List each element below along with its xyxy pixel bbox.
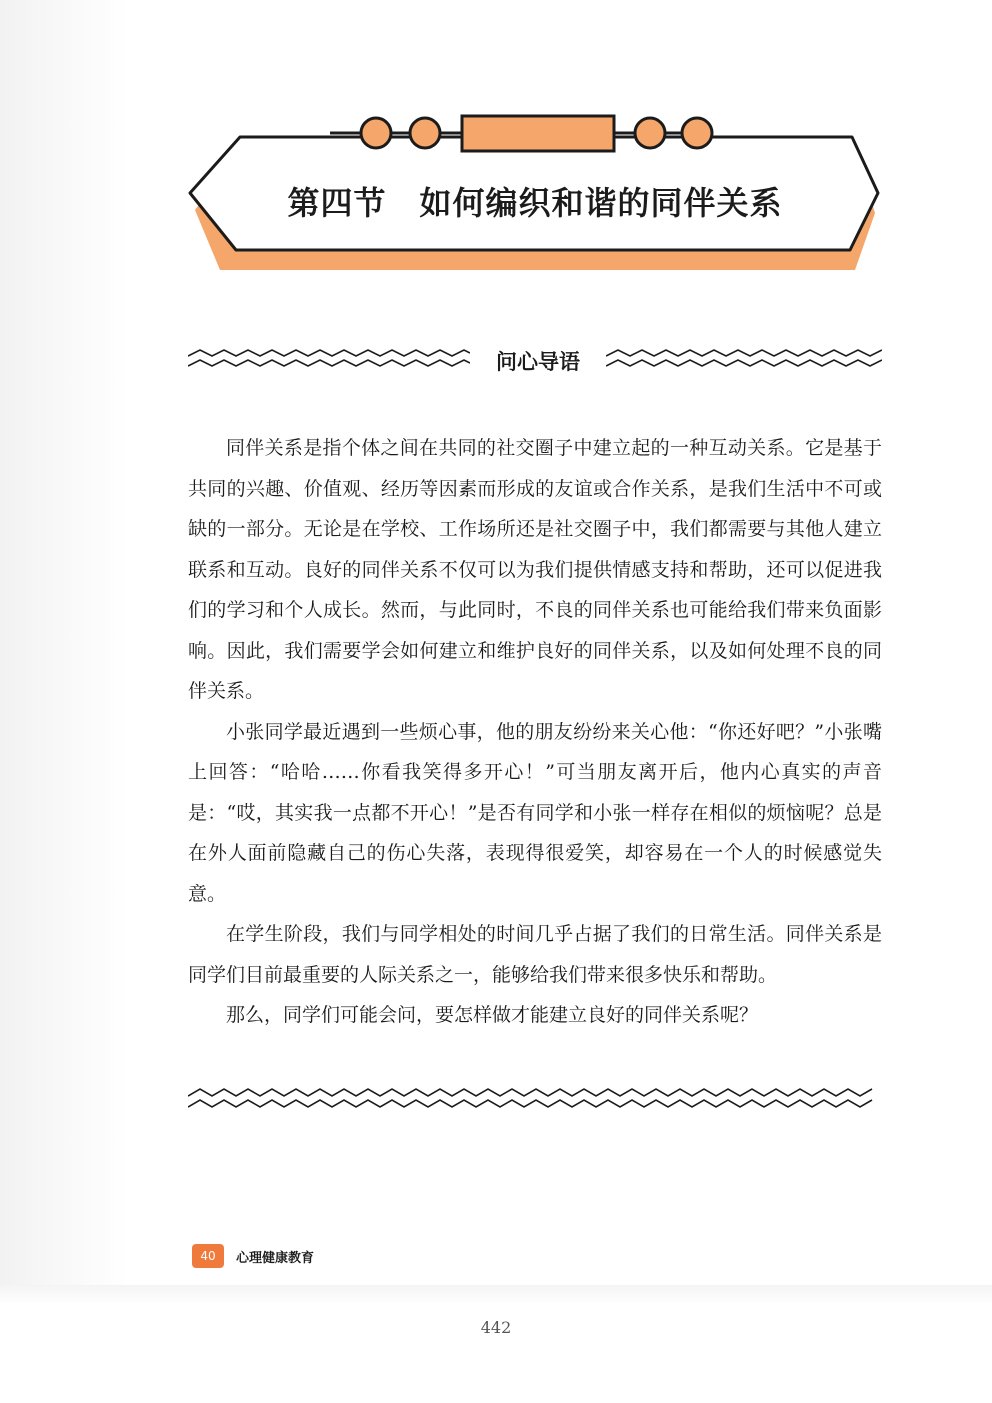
intro-body	[188, 428, 882, 1036]
section-title: 第四节 如何编织和谐的同伴关系	[287, 184, 783, 222]
banner-circle-3	[635, 118, 665, 148]
banner-circle-1	[361, 118, 391, 148]
scan-page-number: 442	[480, 1318, 512, 1337]
intro-paragraph: 在学生阶段，我们与同学相处的时间几乎占据了我们的日常生活。同伴关系是同学们目前最重要的人际关系之一，能够给我们带来很多快乐和帮助。	[188, 923, 882, 986]
wave-divider-right	[606, 348, 882, 372]
banner-center-block	[462, 116, 614, 151]
wave-divider-left	[188, 348, 470, 372]
book-title: 心理健康教育	[236, 1251, 315, 1266]
intro-paragraph: 同伴关系是指个体之间在共同的社交圈子中建立起的一种互动关系。它是基于共同的兴趣、价值观、经历等因素而形成的友谊或合作关系，是我们生活中不可或缺的一部分。无论是在学校、工作场所还是社交圈子中，我们都需要与其他人建立联系和互动。良好的同伴关系不仅可以为我们提供情感支持和帮助，还可以促进我们的学习和个人成长。然而，与此同时，不良的同伴关系也可能给我们带来负面影响。因此，我们需要学会如何建立和维护良好的同伴关系，以及如何处理不良的同伴关系。	[188, 437, 882, 702]
page-left-shadow	[0, 0, 130, 1290]
intro-paragraph: 小张同学最近遇到一些烦心事，他的朋友纷纷来关心他：“你还好吧？”小张嘴上回答：“哈哈……你看我笑得多开心！”可当朋友离开后，他内心真实的声音是：“哎，其实我一点都不开心！”是否有同学和小张一样存在相似的烦恼呢？总是在外人面前隐藏自己的伤心失落，表现得很爱笑，却容易在一个人的时候感觉失意。	[188, 720, 882, 905]
intro-paragraph: 那么，同学们可能会问，要怎样做才能建立良好的同伴关系呢？	[226, 1004, 759, 1026]
wave-divider-bottom	[188, 1086, 882, 1112]
banner-circle-2	[410, 118, 440, 148]
page-badge: 40	[192, 1244, 224, 1268]
intro-heading: 问心导语	[496, 350, 580, 374]
page-bottom-shadow	[0, 1285, 992, 1305]
banner-circle-4	[682, 118, 712, 148]
